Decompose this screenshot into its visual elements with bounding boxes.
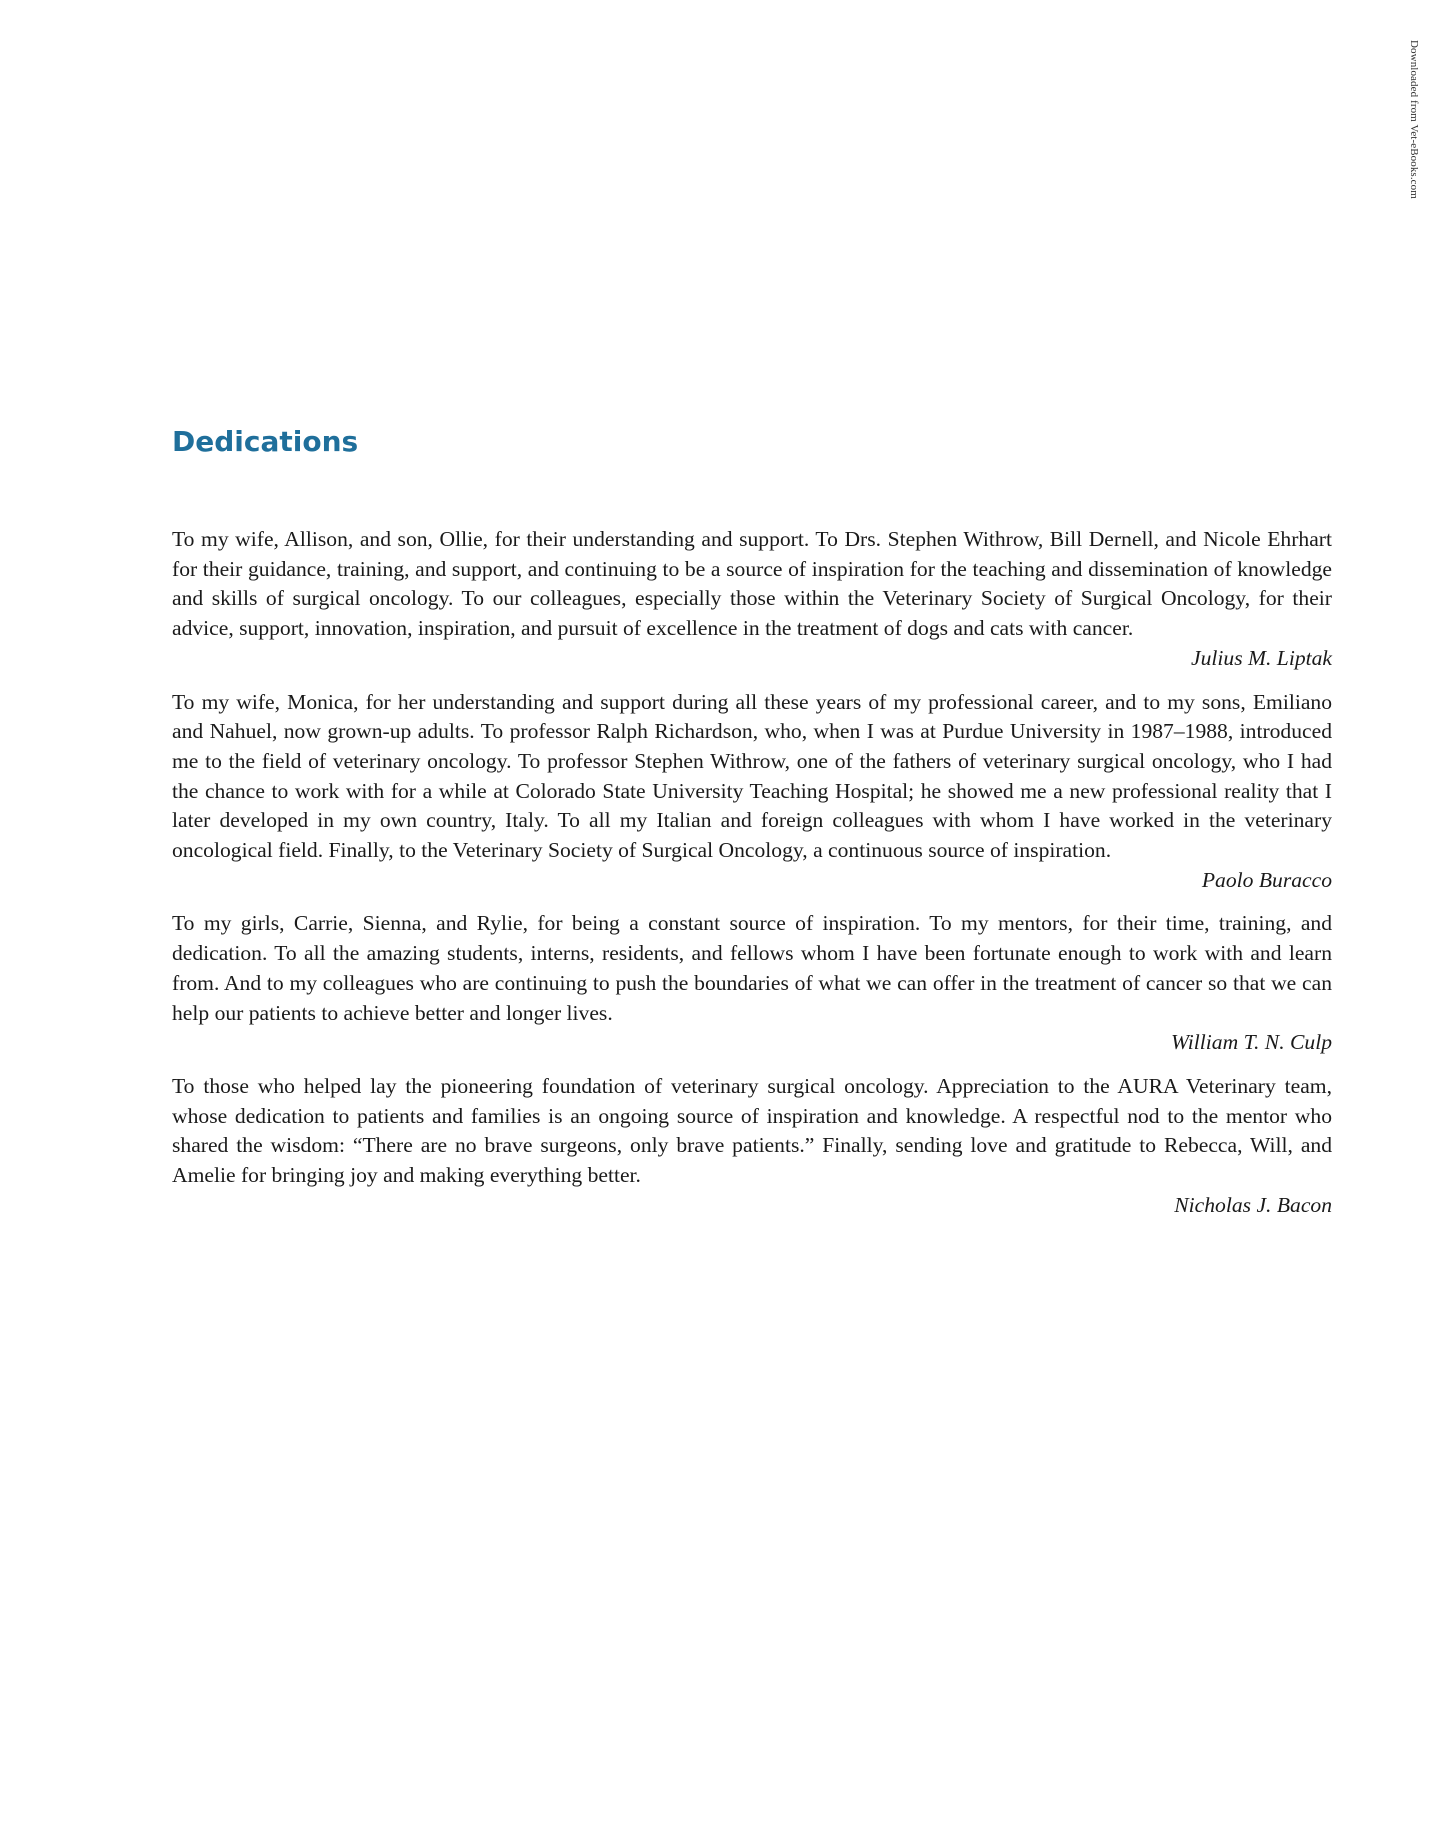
- dedication-block: [172, 688, 1332, 896]
- dedication-block: [172, 1072, 1332, 1221]
- download-source-note: Downloaded from Vet-eBooks.com: [1408, 40, 1420, 199]
- page-title: Dedications: [172, 425, 359, 458]
- dedication-block: [172, 909, 1332, 1058]
- dedication-text: To my wife, Monica, for her understanding and support during all these years of my professional career, and to my sons, Emiliano and Nahuel, now grown-up adults. To professor Ralph Richardson, who, when I was at Purdue University in 1987–1988, introduced me to the field of veterinary oncology. To professor Stephen Withrow, one of the fathers of veterinary surgical oncology, who I had the chance to work with for a while at Colorado State University Teaching Hospital; he showed me a new professional reality that I later developed in my own country, Italy. To all my Italian and foreign colleagues with whom I have worked in the veterinary oncological field. Finally, to the Veterinary Society of Surgical Oncology, a continuous source of inspiration.: [172, 689, 1332, 863]
- dedication-author: Paolo Buracco: [1201, 867, 1332, 892]
- dedication-text: To my wife, Allison, and son, Ollie, for their understanding and support. To Drs. Stephen Withrow, Bill Dernell, and Nicole Ehrhart for their guidance, training, and support, and continuing to be a source of inspiration for the teaching and dissemination of knowledge and skills of surgical oncology. To our colleagues, especially those within the Veterinary Society of Surgical Oncology, for their advice, support, innovation, inspiration, and pursuit of excellence in the treatment of dogs and cats with cancer.: [172, 527, 1332, 641]
- dedication-author: William T. N. Culp: [1171, 1030, 1332, 1055]
- dedication-block: [172, 525, 1332, 674]
- dedication-text: To my girls, Carrie, Sienna, and Rylie, for being a constant source of inspiration. To my mentors, for their time, training, and dedication. To all the amazing students, interns, residents, and fellows whom I have been fortunate enough to work with and learn from. And to my colleagues who are continuing to push the boundaries of what we can offer in the treatment of cancer so that we can help our patients to achieve better and longer lives.: [172, 911, 1332, 1025]
- dedication-text: To those who helped lay the pioneering foundation of veterinary surgical oncology. Appreciation to the AURA Veterinary team, whose dedication to patients and families is an ongoing source of inspiration and knowledge. A respectful nod to the mentor who shared the wisdom: “There are no brave surgeons, only brave patients.” Finally, sending love and gratitude to Rebecca, Will, and Amelie for bringing joy and making everything better.: [172, 1073, 1332, 1188]
- dedications-list: [172, 525, 1332, 1234]
- dedication-author: Julius M. Liptak: [1191, 645, 1332, 670]
- dedication-author: Nicholas J. Bacon: [1174, 1192, 1332, 1217]
